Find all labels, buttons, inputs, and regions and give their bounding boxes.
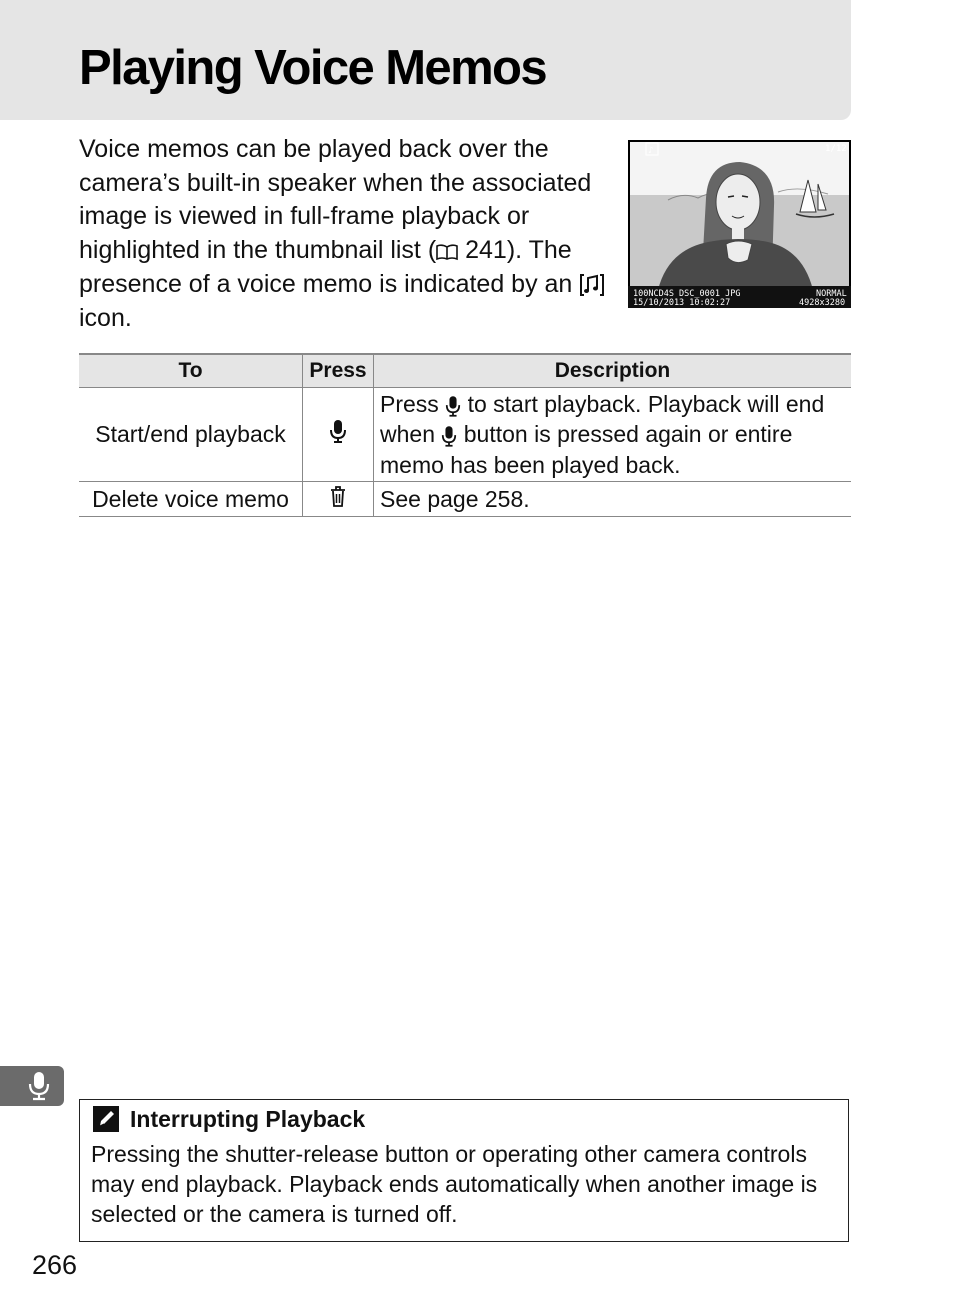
row-press-cell xyxy=(303,388,374,482)
page-number: 266 xyxy=(32,1250,78,1280)
row-to-cell: Start/end playback xyxy=(79,388,303,482)
desc-text-c: button is pressed again or entire memo has been played back. xyxy=(380,421,793,478)
photo-size: 4928x3280 xyxy=(799,298,846,308)
microphone-icon xyxy=(0,1066,64,1106)
row-description-cell xyxy=(374,388,852,482)
row-description-cell: See page 258. xyxy=(374,482,852,517)
table-header-row xyxy=(79,354,851,388)
operations-table xyxy=(79,353,851,517)
note-title: Interrupting Playback xyxy=(130,1106,366,1132)
page-title: Playing Voice Memos xyxy=(79,41,547,95)
header-to: To xyxy=(79,354,303,388)
section-tab xyxy=(0,1066,64,1106)
intro-text-2: ). The presence of a voice memo is indicated by an xyxy=(79,236,580,298)
row-to-cell: Delete voice memo xyxy=(79,482,303,517)
intro-page-ref[interactable]: 241 xyxy=(465,236,507,265)
playback-screen-image xyxy=(628,140,851,308)
book-icon xyxy=(436,243,458,261)
table-row xyxy=(79,482,851,517)
trash-icon xyxy=(329,485,347,507)
pencil-note-icon xyxy=(93,1106,119,1132)
header-press: Press xyxy=(303,354,374,388)
microphone-icon xyxy=(441,425,457,447)
microphone-icon xyxy=(329,419,347,443)
photo-datetime: 15/10/2013 10:02:27 xyxy=(633,298,731,308)
photo-folder-file: 100NCD4S DSC_0001 JPG xyxy=(633,289,741,299)
svg-text:♪: ♪ xyxy=(648,146,654,156)
desc-text-a: Press xyxy=(380,390,446,417)
header-description: Description xyxy=(374,354,852,388)
table-row xyxy=(79,388,851,482)
voice-memo-icon xyxy=(579,273,605,297)
note-body: Pressing the shutter-release button or operating other camera controls may end playback. Playback ends automatically when another image is selected or the camera is turned off. xyxy=(91,1141,818,1227)
intro-text-3: icon. xyxy=(79,303,132,332)
desc-text-b: to start playback. Playback will end when xyxy=(380,390,825,448)
intro-paragraph xyxy=(79,133,619,335)
note-box xyxy=(79,1099,849,1242)
photo-frame-count: 1/12 xyxy=(825,144,847,154)
intro-text-1: Voice memos can be played back over the camera’s built-in speaker when the associated image is viewed in full-frame playback or highlighted in the thumbnail list ( xyxy=(79,135,592,265)
microphone-icon xyxy=(445,395,461,417)
row-press-cell xyxy=(303,482,374,517)
photo-quality: NORMAL xyxy=(816,289,847,299)
